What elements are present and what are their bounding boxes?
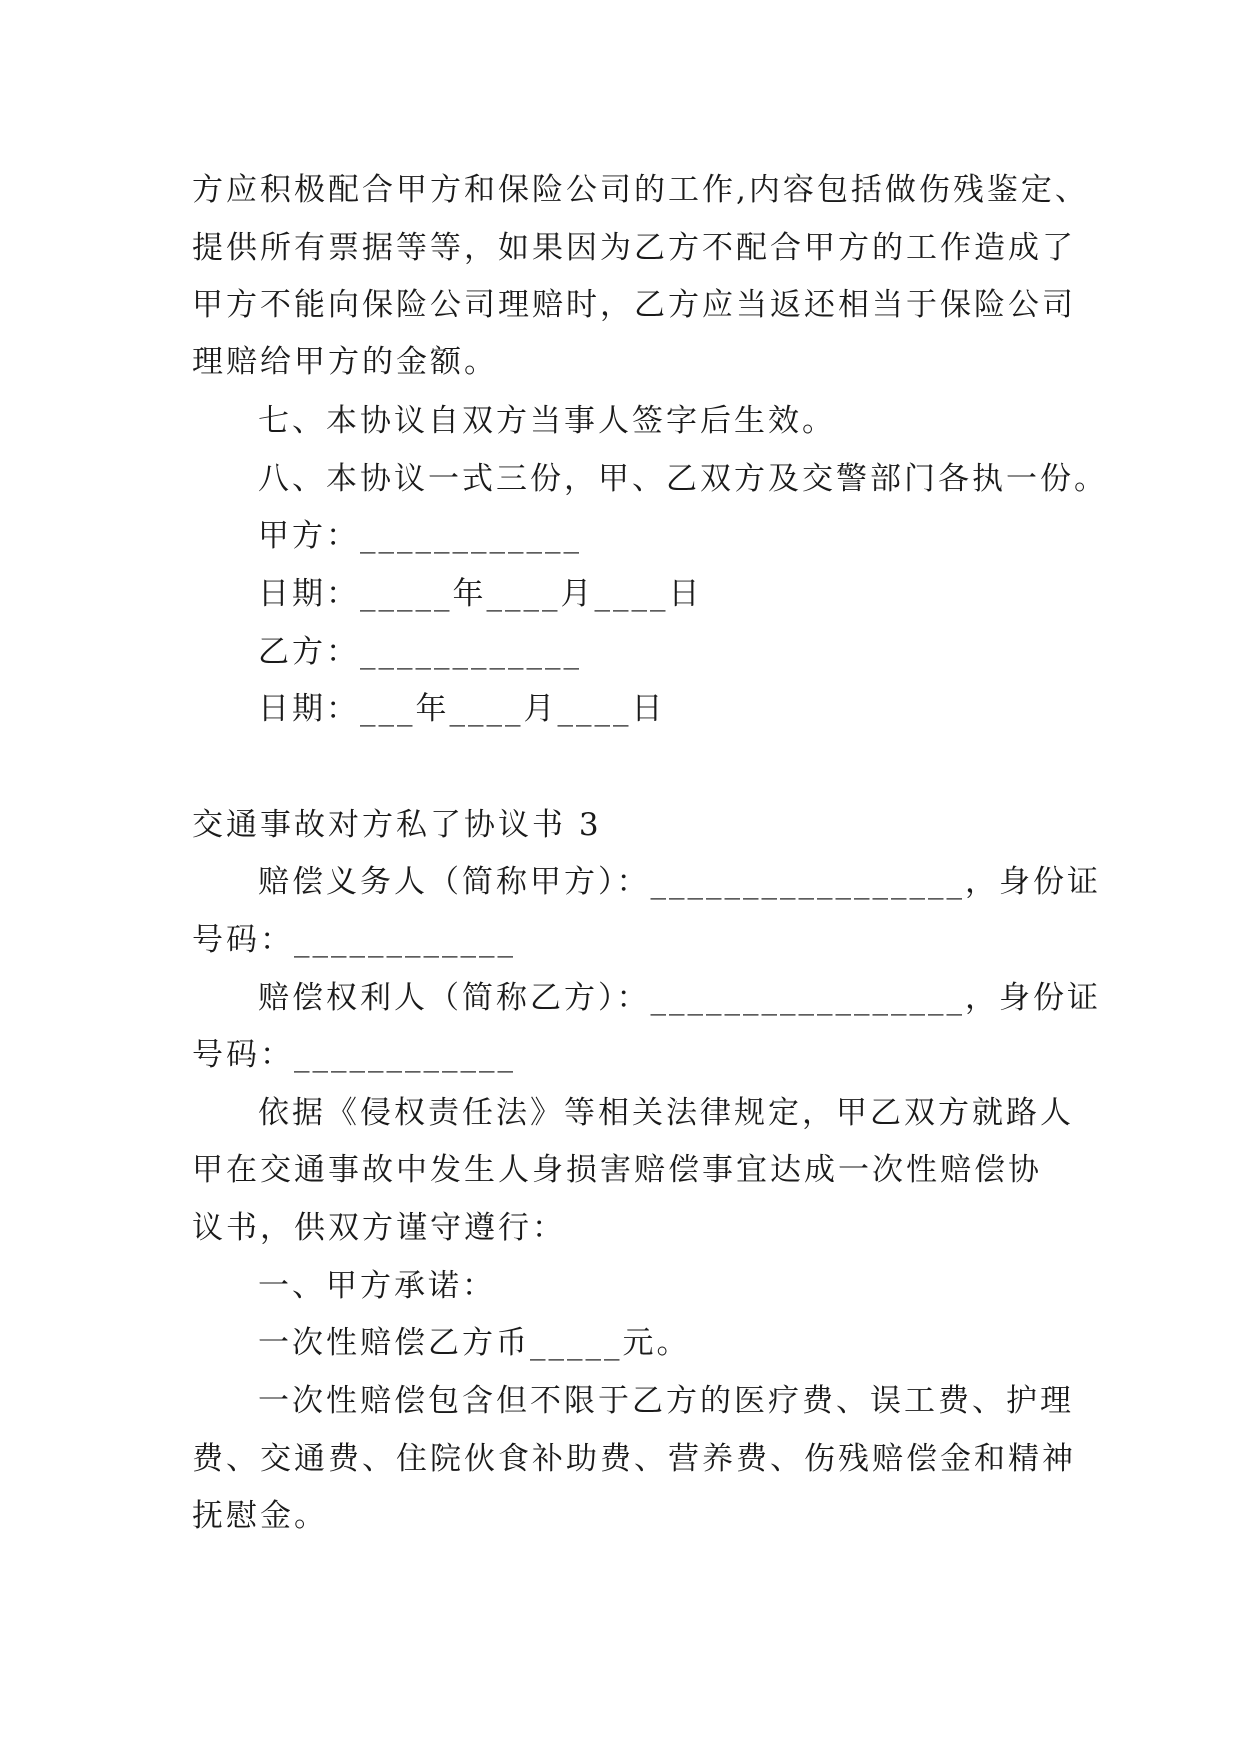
compensation-amount-line: 一次性赔偿乙方币_____元。 <box>258 1325 691 1361</box>
text-line: 方应积极配合甲方和保险公司的工作,内容包括做伤残鉴定、 <box>192 172 1089 208</box>
clause-eight: 八、本协议一式三份，甲、乙双方及交警部门各执一份。 <box>258 461 1108 497</box>
party-a-signature-line: 甲方：____________ <box>258 518 582 554</box>
section-title: 交通事故对方私了协议书 3 <box>192 807 602 843</box>
text-line: 理赔给甲方的金额。 <box>192 344 498 380</box>
text-line: 费、交通费、住院伙食补助费、营养费、伤残赔偿金和精神 <box>192 1441 1076 1477</box>
text-line: 甲方不能向保险公司理赔时，乙方应当返还相当于保险公司 <box>192 287 1076 323</box>
obligee-line: 赔偿权利人（简称乙方）：_________________，身份证 <box>258 980 1101 1016</box>
text-line: 甲在交通事故中发生人身损害赔偿事宜达成一次性赔偿协 <box>192 1152 1042 1188</box>
party-b-date-line: 日期：___年____月____日 <box>258 691 666 727</box>
text-line: 提供所有票据等等，如果因为乙方不配合甲方的工作造成了 <box>192 230 1076 266</box>
obligor-id-line: 号码：____________ <box>192 922 516 958</box>
party-a-date-line: 日期：_____年____月____日 <box>258 576 703 612</box>
text-line: 抚慰金。 <box>192 1498 328 1534</box>
text-line: 依据《侵权责任法》等相关法律规定，甲乙双方就路人 <box>258 1095 1074 1131</box>
clause-one-heading: 一、甲方承诺： <box>258 1268 496 1304</box>
obligee-id-line: 号码：____________ <box>192 1037 516 1073</box>
text-line: 议书，供双方谨守遵行： <box>192 1210 566 1246</box>
obligor-line: 赔偿义务人（简称甲方）：_________________，身份证 <box>258 864 1101 900</box>
clause-seven: 七、本协议自双方当事人签字后生效。 <box>258 403 836 439</box>
text-line: 一次性赔偿包含但不限于乙方的医疗费、误工费、护理 <box>258 1383 1074 1419</box>
party-b-signature-line: 乙方：____________ <box>258 634 582 670</box>
